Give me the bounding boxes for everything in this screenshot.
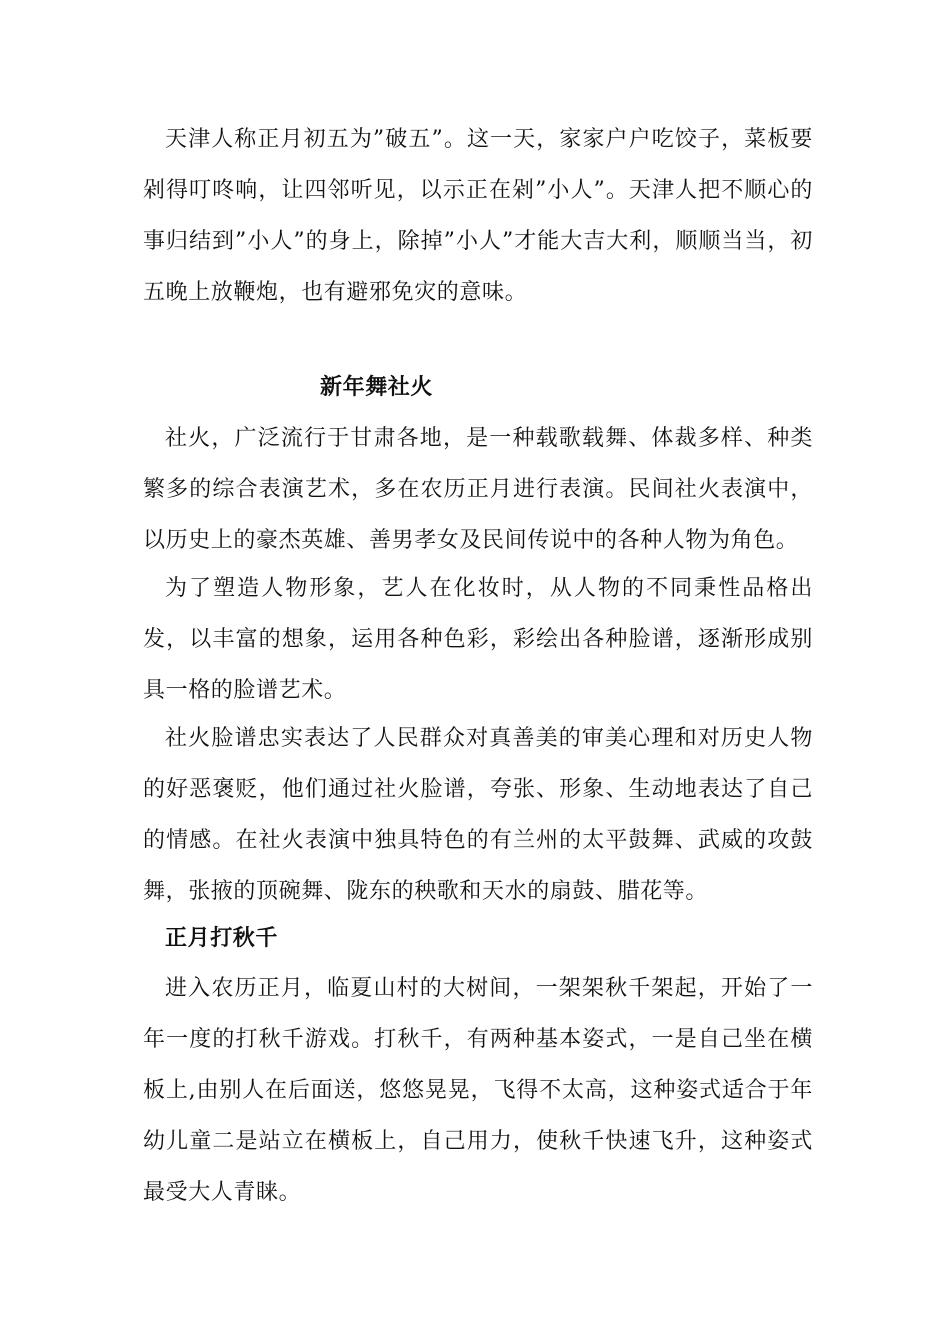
section-heading-swing: 正月打秋千	[165, 925, 279, 951]
paragraph-swing: 进入农历正月，临夏山村的大树间，一架架秋千架起，开始了一年一度的打秋千游戏。打秋千，有两种基本姿式，一是自己坐在横板上,由别人在后面送，悠悠晃晃，飞得不太高，这种姿式适合于年幼儿童二是站立在横板上，自己用力，使秋千快速飞升，这种姿式最受大人青睐。	[143, 976, 813, 1205]
paragraph-po-wu: 天津人称正月初五为”破五”。这一天，家家户户吃饺子，菜板要剁得叮咚响，让四邻听见，以示正在剁”小人”。天津人把不顺心的事归结到”小人”的身上，除掉”小人”才能大吉大利，顺顺当当，初五晚上放鞭炮，也有避邪免灾的意味。	[143, 127, 813, 305]
paragraph-face-painting-meaning: 社火脸谱忠实表达了人民群众对真善美的审美心理和对历史人物的好恶褒贬，他们通过社火脸谱，夸张、形象、生动地表达了自己的情感。在社火表演中独具特色的有兰州的太平鼓舞、武威的攻鼓舞，张掖的顶碗舞、陇东的秧歌和天水的扇鼓、腊花等。	[143, 726, 813, 904]
paragraph-she-huo-intro: 社火，广泛流行于甘肃各地，是一种载歌载舞、体裁多样、种类繁多的综合表演艺术，多在农历正月进行表演。民间社火表演中，以历史上的豪杰英雄、善男孝女及民间传说中的各种人物为角色。	[143, 426, 813, 553]
section-heading-she-huo: 新年舞社火	[320, 374, 434, 400]
paragraph-face-painting: 为了塑造人物形象，艺人在化妆时，从人物的不同秉性品格出发，以丰富的想象，运用各种色彩，彩绘出各种脸谱，逐渐形成别具一格的脸谱艺术。	[143, 576, 813, 703]
